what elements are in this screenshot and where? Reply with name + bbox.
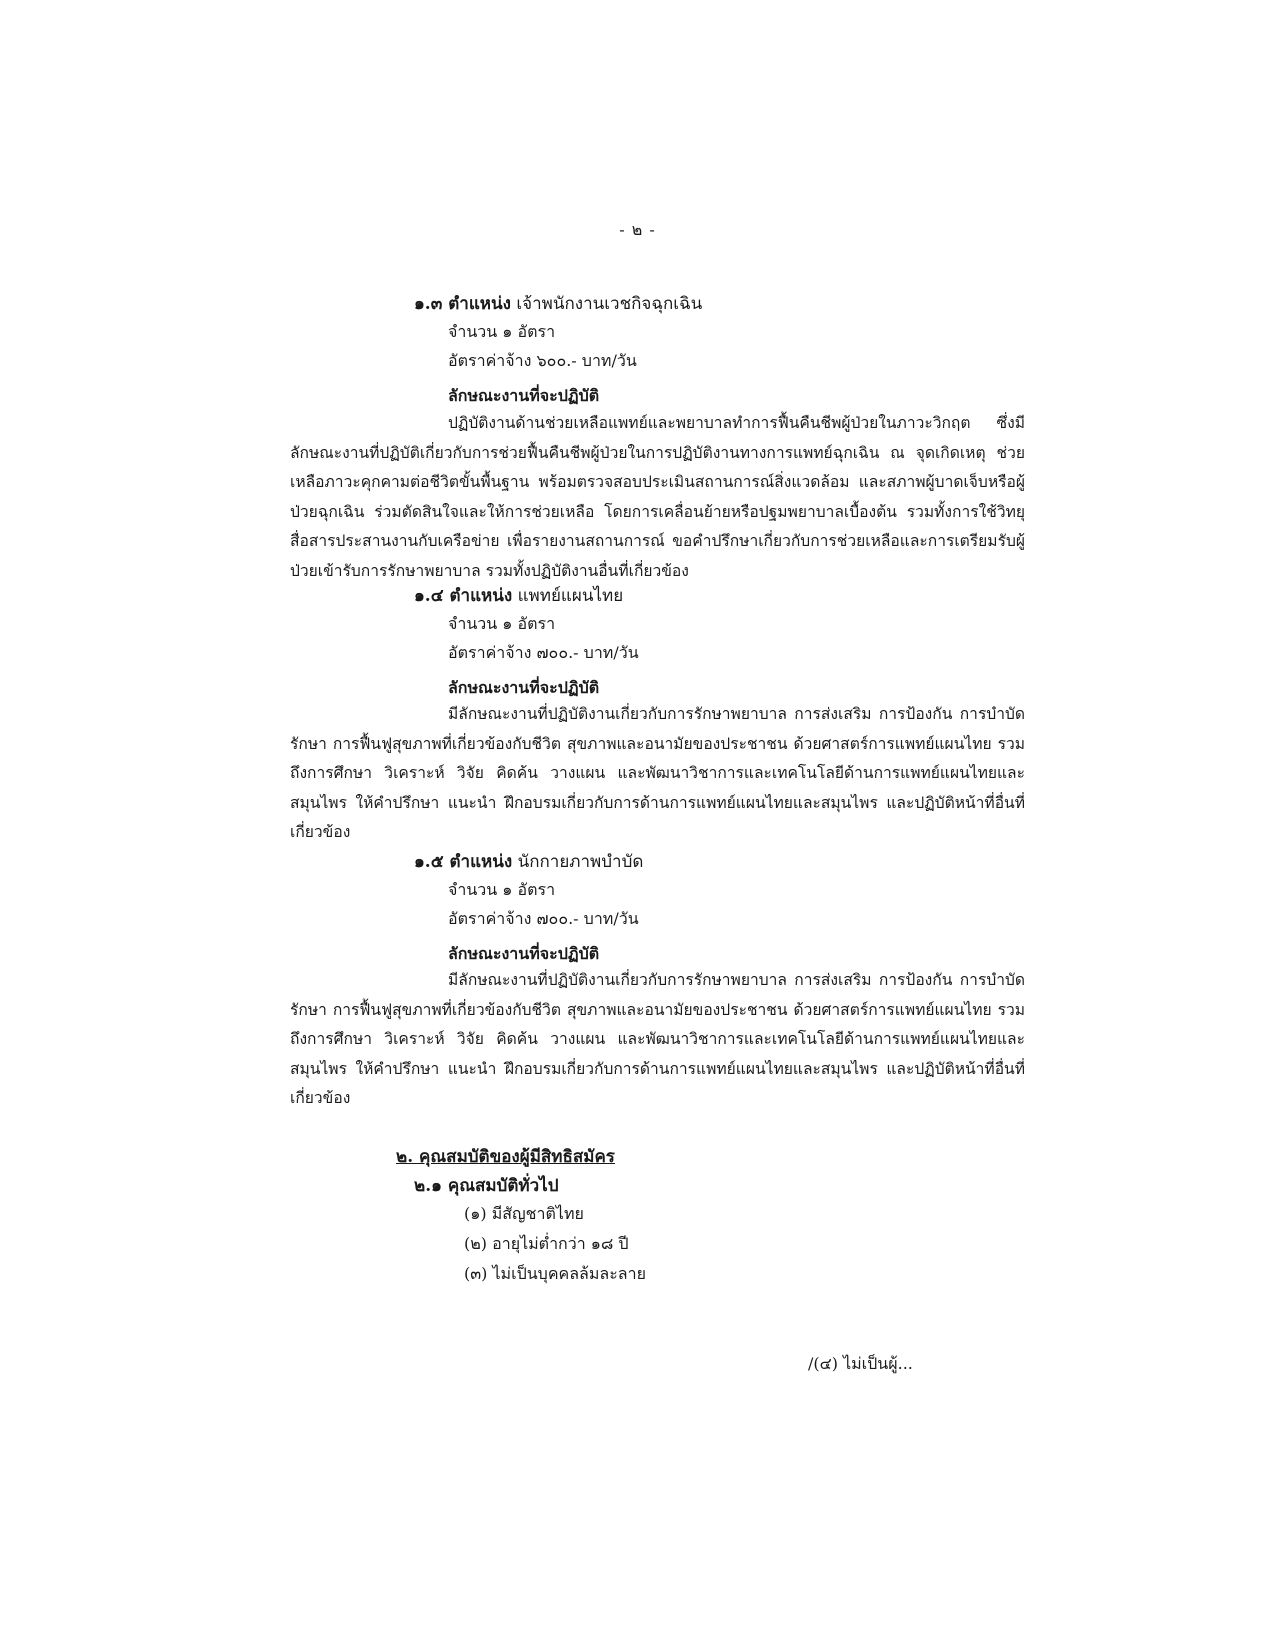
position-count: จำนวน ๑ อัตรา (448, 322, 556, 341)
position-wage: อัตราค่าจ้าง ๖๐๐.- บาท/วัน (448, 351, 637, 370)
page-number: - ๒ - (619, 220, 656, 239)
duty-paragraph: มีลักษณะงานที่ปฏิบัติงานเกี่ยวกับการรักษาพยาบาล การส่งเสริม การป้องกัน การบำบัดรักษา การฟื้นฟูสุขภาพที่เกี่ยวข้องกับชีวิต สุขภาพและอนามัยของประชาชน ด้วยศาสตร์การแพทย์แผนไทย รวมถึงการศึกษา วิเคราะห์ วิจัย คิดค้น วางแผน และพัฒนาวิชาการและเทคโนโลยีด้านการแพทย์แผนไทยและสมุนไพร ให้คำปรึกษา แนะนำ ฝึกอบรมเกี่ยวกับการด้านการแพทย์แผนไทยและสมุนไพร และปฏิบัติหน้าที่อื่นที่เกี่ยวข้อง (290, 705, 1025, 841)
duty-paragraph: มีลักษณะงานที่ปฏิบัติงานเกี่ยวกับการรักษาพยาบาล การส่งเสริม การป้องกัน การบำบัดรักษา การฟื้นฟูสุขภาพที่เกี่ยวข้องกับชีวิต สุขภาพและอนามัยของประชาชน ด้วยศาสตร์การแพทย์แผนไทย รวมถึงการศึกษา วิเคราะห์ วิจัย คิดค้น วางแผน และพัฒนาวิชาการและเทคโนโลยีด้านการแพทย์แผนไทยและสมุนไพร ให้คำปรึกษา แนะนำ ฝึกอบรมเกี่ยวกับการด้านการแพทย์แผนไทยและสมุนไพร และปฏิบัติหน้าที่อื่นที่เกี่ยวข้อง (290, 971, 1025, 1107)
position-title-1-3 (414, 290, 702, 317)
position-title-1-4 (414, 582, 623, 609)
section-title: ๒. คุณสมบัติของผู้มีสิทธิสมัคร (396, 1147, 615, 1167)
position-label: ๑.๓ ตำแหน่ง (414, 294, 511, 314)
position-name: เจ้าพนักงานเวชกิจฉุกเฉิน (516, 294, 703, 314)
qualification-item: (๓) ไม่เป็นบุคคลล้มละลาย (464, 1264, 646, 1283)
position-name: นักกายภาพบำบัด (517, 852, 644, 872)
position-wage: อัตราค่าจ้าง ๗๐๐.- บาท/วัน (448, 643, 639, 662)
position-label: ๑.๔ ตำแหน่ง (414, 586, 513, 606)
duty-heading: ลักษณะงานที่จะปฏิบัติ (448, 944, 600, 963)
qualification-item: (๒) อายุไม่ต่ำกว่า ๑๘ ปี (464, 1234, 629, 1253)
position-wage: อัตราค่าจ้าง ๗๐๐.- บาท/วัน (448, 909, 639, 928)
continuation-note: /(๔) ไม่เป็นผู้... (808, 1354, 913, 1373)
position-count: จำนวน ๑ อัตรา (448, 880, 556, 899)
position-title-1-5 (414, 848, 643, 875)
duty-paragraph: ปฏิบัติงานด้านช่วยเหลือแพทย์และพยาบาลทำการฟื้นคืนชีพผู้ป่วยในภาวะวิกฤต ซึ่งมีลักษณะงานที่ปฏิบัติเกี่ยวกับการช่วยฟื้นคืนชีพผู้ป่วยในการปฏิบัติงานทางการแพทย์ฉุกเฉิน ณ จุดเกิดเหตุ ช่วยเหลือภาวะคุกคามต่อชีวิตขั้นพื้นฐาน พร้อมตรวจสอบประเมินสถานการณ์สิ่งแวดล้อม และสภาพผู้บาดเจ็บหรือผู้ป่วยฉุกเฉิน ร่วมตัดสินใจและให้การช่วยเหลือ โดยการเคลื่อนย้ายหรือปฐมพยาบาลเบื้องต้น รวมทั้งการใช้วิทยุสื่อสารประสานงานกับเครือข่าย เพื่อรายงานสถานการณ์ ขอคำปรึกษาเกี่ยวกับการช่วยเหลือและการเตรียมรับผู้ป่วยเข้ารับการรักษาพยาบาล รวมทั้งปฏิบัติงานอื่นที่เกี่ยวข้อง (290, 414, 1025, 580)
duty-heading: ลักษณะงานที่จะปฏิบัติ (448, 678, 600, 697)
position-label: ๑.๕ ตำแหน่ง (414, 852, 513, 872)
position-count: จำนวน ๑ อัตรา (448, 614, 556, 633)
duty-heading: ลักษณะงานที่จะปฏิบัติ (448, 386, 600, 405)
qualification-item: (๑) มีสัญชาติไทย (464, 1204, 584, 1223)
position-name: แพทย์แผนไทย (517, 586, 624, 606)
subsection-title: ๒.๑ คุณสมบัติทั่วไป (414, 1176, 559, 1196)
